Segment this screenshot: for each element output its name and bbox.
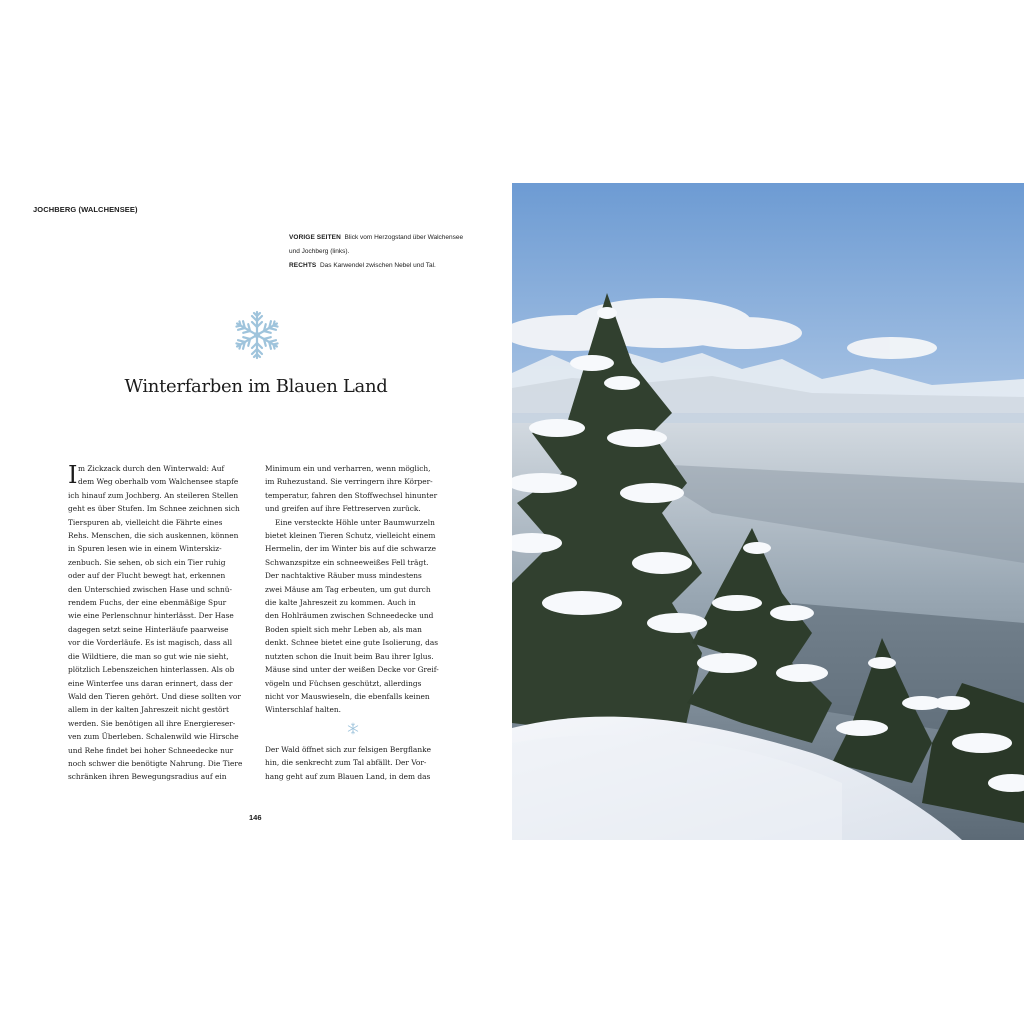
text-line: Eine versteckte Höhle unter Baumwurzeln xyxy=(275,517,435,527)
text-line: Der nachtaktive Räuber muss mindestens xyxy=(265,571,422,581)
text-line: Winterschlaf halten. xyxy=(265,705,341,715)
text-line: den Unterschied zwischen Hase und schnü- xyxy=(68,584,233,594)
text-line: im Ruhezustand. Sie verringern ihre Körper- xyxy=(265,477,433,487)
text-line: temperatur, fahren den Stoffwechsel hinunter xyxy=(265,490,438,500)
text-line: rendem Fuchs, der eine ebenmäßige Spur xyxy=(68,598,227,608)
snowflake-icon xyxy=(233,309,281,361)
text-line: schränken ihren Bewegungsradius auf ein xyxy=(68,772,227,782)
text-line: Mäuse sind unter der weißen Decke vor Greif- xyxy=(265,665,439,675)
text-line: die kalte Jahreszeit zu kommen. Auch in xyxy=(265,598,416,608)
landscape-photo xyxy=(512,183,1024,840)
caption-key-previous-pages: VORIGE SEITEN xyxy=(289,234,341,241)
caption-line-1 xyxy=(289,231,469,245)
snowy-fir-trees-image xyxy=(512,183,1024,840)
text-line: vor die Vorderläufe. Es ist magisch, dass all xyxy=(68,638,233,648)
text-line: ven zum Überleben. Schalenwild wie Hirsche xyxy=(68,732,239,742)
text-line: werden. Sie benötigen all ihre Energiereser- xyxy=(68,718,236,728)
page-number: 146 xyxy=(249,813,262,822)
text-line: nicht vor Mauswieseln, die ebenfalls keinen xyxy=(265,691,430,701)
text-line: und Rehe findet bei hoher Schneedecke nur xyxy=(68,745,234,755)
text-line: denkt. Schnee bietet eine gute Isolierung, das xyxy=(265,638,439,648)
text-line: Tierspuren ab, vielleicht die Fährte eines xyxy=(68,517,223,527)
caption-line-2: und Jochberg (links). xyxy=(289,248,350,255)
text-line: Wald den Tieren gehört. Und diese sollten vor xyxy=(68,691,241,701)
text-line: dagegen setzt seine Hinterläufe paarweise xyxy=(68,624,229,634)
caption-key-right: RECHTS xyxy=(289,262,317,269)
text-line: Hermelin, der im Winter bis auf die schwarze xyxy=(265,544,436,554)
text-line: bietet kleinen Tieren Schutz, vielleicht einem xyxy=(265,531,436,541)
text-line: Minimum ein und verharren, wenn möglich, xyxy=(265,464,431,473)
chapter-title: Winterfarben im Blauen Land xyxy=(124,376,388,397)
text-column-right xyxy=(265,462,449,783)
text-line: Rehs. Menschen, die sich auskennen, können xyxy=(68,531,239,541)
text-line: ich hinauf zum Jochberg. An steileren Stellen xyxy=(68,490,239,500)
text-line: noch schwer die benötigte Nahrung. Die Tiere xyxy=(68,758,243,768)
text-line: wie eine Perlenschnur hinterlässt. Der Hase xyxy=(68,611,234,621)
caption-line-3 xyxy=(289,259,469,273)
text-line: hin, die senkrecht zum Tal abfällt. Der Vor- xyxy=(265,758,427,768)
text-line: die Wildtiere, die man so gut wie nie sieht, xyxy=(68,651,229,661)
text-line: oder auf der Flucht bewegt hat, erkennen xyxy=(68,571,226,581)
text-line: zenbuch. Sie sehen, ob sich ein Tier ruhig xyxy=(68,557,226,567)
text-line: allem in der kalten Jahreszeit nicht gestört xyxy=(68,705,229,715)
snowflake-icon xyxy=(347,722,359,735)
caption-text-3: Das Karwendel zwischen Nebel und Tal. xyxy=(319,262,436,269)
running-head: JOCHBERG (WALCHENSEE) xyxy=(33,205,138,214)
section-divider xyxy=(265,717,449,743)
text-line: hang geht auf zum Blauen Land, in dem das xyxy=(265,771,431,781)
text-line: vögeln und Füchsen geschützt, allerdings xyxy=(265,678,422,688)
text-line: Boden spielt sich mehr Leben ab, als man xyxy=(265,624,422,634)
text-line: eine Winterfee uns daran erinnert, dass der xyxy=(68,678,233,688)
text-line: in Spuren lesen wie in einem Winterskiz- xyxy=(68,544,222,554)
text-line: dem Weg oberhalb vom Walchensee stapfe xyxy=(78,477,239,487)
text-line: Der Wald öffnet sich zur felsigen Bergflanke xyxy=(265,744,431,754)
text-line: zwei Mäuse am Tag erbeuten, um gut durch xyxy=(265,584,431,594)
drop-cap: I xyxy=(68,461,78,489)
caption-text-1: Blick vom Herzogstand über Walchensee xyxy=(344,234,464,241)
text-line: und greifen auf ihre Fettreserven zurück. xyxy=(265,504,421,514)
drop-cap-block xyxy=(68,462,252,489)
text-line: geht es über Stufen. Im Schnee zeichnen sich xyxy=(68,504,240,514)
text-line: Schwanzspitze ein schneeweißes Fell trägt. xyxy=(265,557,429,567)
text-line: nutzten schon die Inuit beim Bau ihrer Iglus. xyxy=(265,651,434,661)
text-line: plötzlich Lebenszeichen hinterlassen. Als ob xyxy=(68,665,235,675)
text-line: m Zickzack durch den Winterwald: Auf xyxy=(78,464,225,473)
text-line: den Hohlräumen zwischen Schneedecke und xyxy=(265,611,434,621)
text-column-left xyxy=(68,462,252,784)
photo-captions xyxy=(289,231,469,273)
